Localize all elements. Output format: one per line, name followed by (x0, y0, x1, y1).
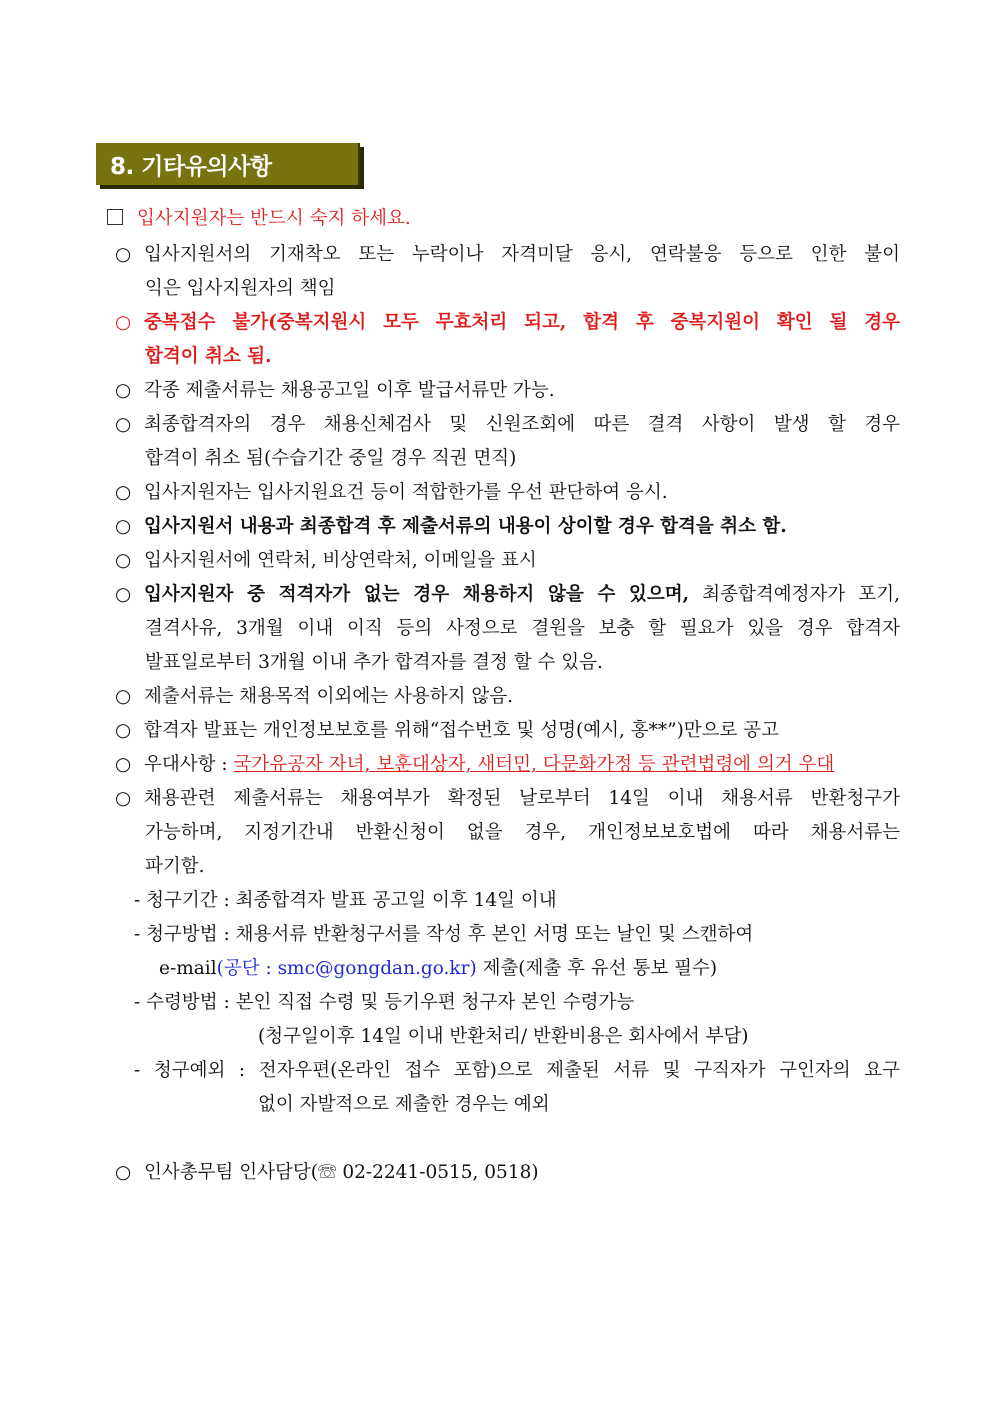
item-text: 최종합격자의 경우 채용신체검사 및 신원조회에 따른 결격 사항이 발생 할 경우 (144, 414, 900, 435)
item-label: 우대사항 : (144, 754, 234, 775)
circle-bullet-icon: ○ (115, 312, 132, 333)
list-item (115, 786, 900, 811)
item-text: 입사지원서의 기재착오 또는 누락이나 자격미달 응시, 연락불응 등으로 인한 불이 (144, 244, 900, 265)
item-text: 합격자 발표는 개인정보보호를 위해“접수번호 및 성명(예시, 홍**”)만으로 공고 (144, 720, 780, 741)
section-header (96, 143, 360, 185)
circle-bullet-icon: ○ (115, 414, 132, 435)
item-text: 제출서류는 채용목적 이외에는 사용하지 않음. (144, 686, 513, 707)
list-item (115, 480, 900, 505)
list-item (115, 548, 900, 573)
item-text: 최종합격예정자가 포기, (689, 584, 900, 605)
checkbox-icon (107, 209, 123, 225)
sub-item-method-cont (159, 956, 900, 981)
circle-bullet-icon: ○ (115, 584, 132, 605)
item-text: 입사지원서에 연락처, 비상연락처, 이메일을 표시 (144, 550, 537, 571)
circle-bullet-icon: ○ (115, 550, 132, 571)
circle-bullet-icon: ○ (115, 686, 132, 707)
sub-item-exception-cont: 없이 자발적으로 제출한 경우는 예외 (258, 1094, 550, 1115)
item-continuation: 가능하며, 지정기간내 반환신청이 없을 경우, 개인정보보호법에 따라 채용서류는 (145, 822, 900, 843)
section-title: 8. 기타유의사항 (110, 154, 272, 180)
item-continuation: 발표일로부터 3개월 이내 추가 합격자를 결정 할 수 있음. (145, 652, 603, 673)
notice-heading-row (107, 206, 892, 231)
circle-bullet-icon: ○ (115, 380, 132, 401)
item-continuation: 파기함. (145, 856, 205, 877)
email-address: (공단 : smc@gongdan.go.kr) (216, 958, 477, 979)
circle-bullet-icon: ○ (115, 754, 132, 775)
item-continuation: 합격이 취소 됨. (145, 346, 272, 367)
sub-item-method: - 청구방법 : 채용서류 반환청구서를 작성 후 본인 서명 또는 날인 및 스캔하여 (134, 924, 754, 945)
list-item (115, 718, 900, 743)
email-label: e-mail (159, 958, 217, 979)
email-note: 제출(제출 후 유선 통보 필수) (476, 958, 718, 979)
item-text: 각종 제출서류는 채용공고일 이후 발급서류만 가능. (144, 380, 555, 401)
list-item (115, 378, 900, 403)
item-continuation: 결격사유, 3개월 이내 이직 등의 사정으로 결원을 보충 할 필요가 있을 경우 합격자 (145, 618, 900, 639)
list-item (115, 752, 900, 777)
item-text: 중복접수 불가(중복지원시 모두 무효처리 되고, 합격 후 중복지원이 확인 될 경우 (144, 312, 900, 333)
sub-item-receipt: - 수령방법 : 본인 직접 수령 및 등기우편 청구자 본인 수령가능 (134, 992, 635, 1013)
circle-bullet-icon: ○ (115, 244, 132, 265)
contact-text: 인사총무팀 인사담당(☏ 02-2241-0515, 0518) (144, 1162, 539, 1183)
list-item (115, 582, 900, 607)
sub-item-period: - 청구기간 : 최종합격자 발표 공고일 이후 14일 이내 (134, 890, 557, 911)
circle-bullet-icon: ○ (115, 1162, 132, 1183)
circle-bullet-icon: ○ (115, 482, 132, 503)
preferential-treatment-text: 국가유공자 자녀, 보훈대상자, 새터민, 다문화가정 등 관련법령에 의거 우대 (233, 754, 835, 775)
circle-bullet-icon: ○ (115, 720, 132, 741)
notice-heading: 입사지원자는 반드시 숙지 하세요. (137, 208, 411, 229)
list-item (115, 242, 900, 267)
circle-bullet-icon: ○ (115, 788, 132, 809)
list-item (115, 310, 900, 335)
sub-item-exception: - 청구예외 : 전자우편(온라인 접수 포함)으로 제출된 서류 및 구직자가 구인자의 요구 (134, 1060, 900, 1081)
list-item (115, 514, 900, 539)
item-continuation: 익은 입사지원자의 책임 (145, 278, 336, 299)
item-continuation: 합격이 취소 됨(수습기간 중일 경우 직권 면직) (145, 448, 517, 469)
item-text: 입사지원서 내용과 최종합격 후 제출서류의 내용이 상이할 경우 합격을 취소 함. (144, 516, 787, 537)
sub-item-receipt-cont: (청구일이후 14일 이내 반환처리/ 반환비용은 회사에서 부담) (258, 1026, 749, 1047)
contact-row (115, 1160, 900, 1185)
item-text: 채용관련 제출서류는 채용여부가 확정된 날로부터 14일 이내 채용서류 반환청구가 (144, 788, 900, 809)
list-item (115, 684, 900, 709)
list-item (115, 412, 900, 437)
item-text-bold: 입사지원자 중 적격자가 없는 경우 채용하지 않을 수 있으며, (144, 584, 690, 605)
circle-bullet-icon: ○ (115, 516, 132, 537)
item-text: 입사지원자는 입사지원요건 등이 적합한가를 우선 판단하여 응시. (144, 482, 668, 503)
